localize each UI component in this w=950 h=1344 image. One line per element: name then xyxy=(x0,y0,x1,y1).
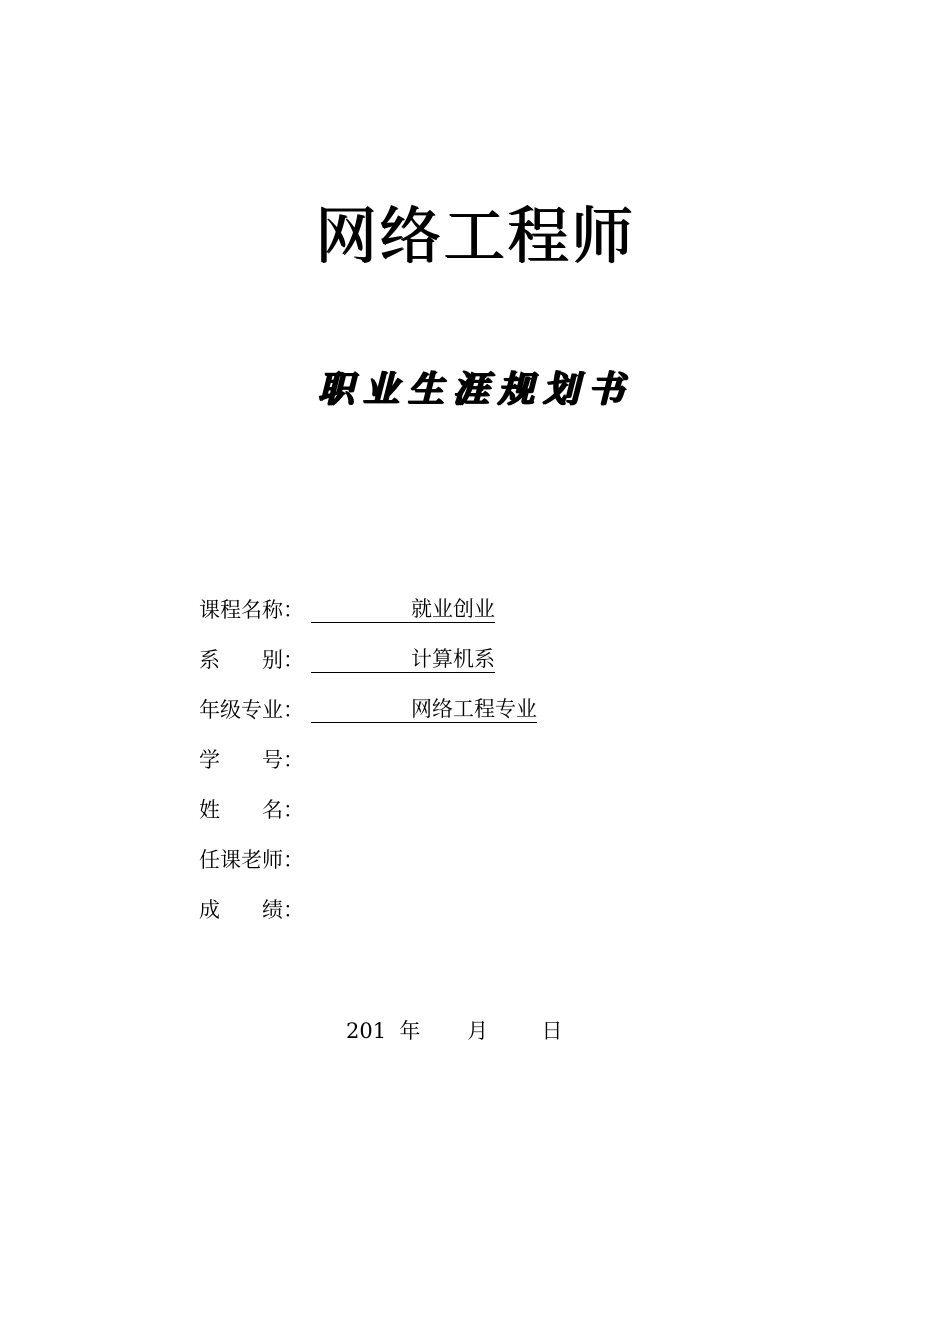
field-label: 姓 名： xyxy=(199,798,304,822)
field-label: 年级专业： xyxy=(199,698,304,722)
field-value: 网络工程专业 xyxy=(311,696,537,723)
field-label: 成 绩： xyxy=(199,898,304,922)
date-line: 201 年 月 日 xyxy=(346,1019,563,1043)
field-department xyxy=(199,634,759,684)
field-student-id xyxy=(199,734,759,784)
page-subtitle: 职业生涯规划书 xyxy=(317,368,633,410)
field-value: 就业创业 xyxy=(311,596,495,623)
field-value: 计算机系 xyxy=(311,646,495,673)
field-label: 学 号： xyxy=(199,748,304,772)
field-teacher xyxy=(199,834,759,884)
field-label: 课程名称： xyxy=(199,598,304,622)
field-label: 任课老师： xyxy=(199,848,304,872)
field-score xyxy=(199,884,759,934)
info-fields xyxy=(199,584,759,934)
field-label: 系 别： xyxy=(199,648,304,672)
field-course-name xyxy=(199,584,759,634)
field-name xyxy=(199,784,759,834)
field-grade-major xyxy=(199,684,759,734)
page-title: 网络工程师 xyxy=(314,199,635,272)
